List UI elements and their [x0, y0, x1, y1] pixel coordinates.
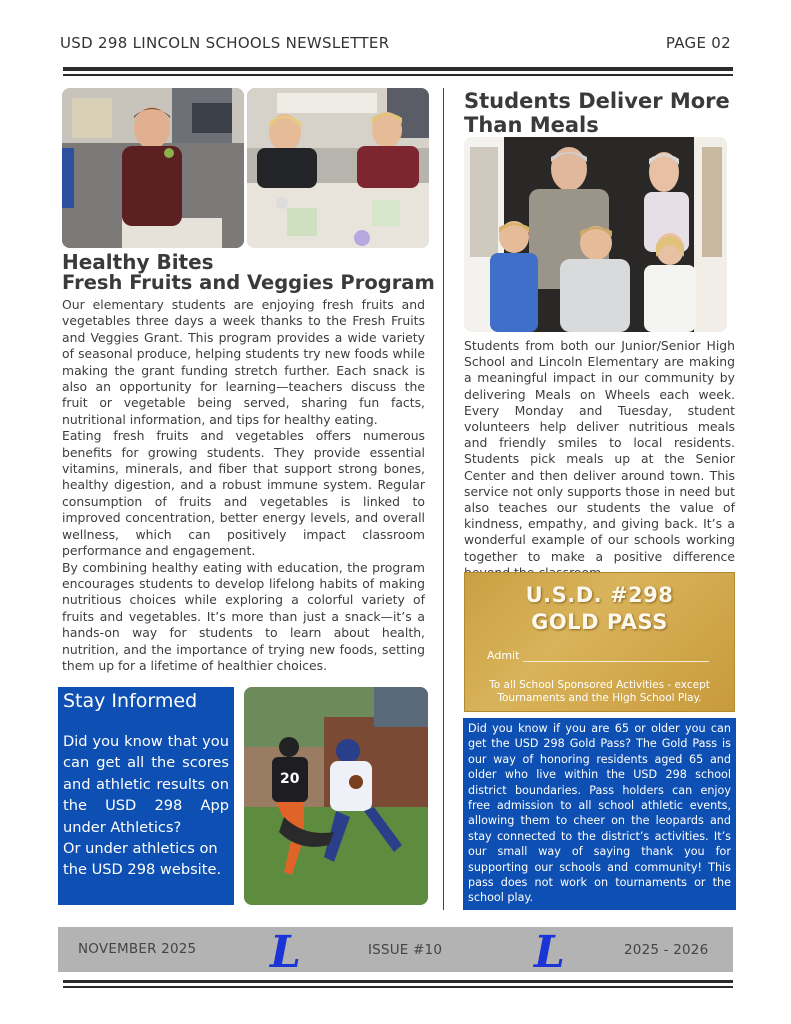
- photo-boy-snack: [62, 88, 244, 248]
- column-divider: [443, 88, 444, 910]
- healthy-paragraph-3: By combining healthy eating with education, the program encourages students to develop lifelong habits of making nutritious choices while exploring a colorful variety of fruits and vegetables. It’s more than just a snack—it’s a hands-on way for students to learn about health, nutrition, and the importance of trying new foods, setting them up for a lifetime of healthier choices.: [62, 559, 425, 673]
- header-rule-thick: [63, 67, 733, 71]
- healthy-article: [62, 297, 425, 674]
- healthy-title: Healthy Bites: [62, 250, 214, 274]
- gold-pass-admit: Admit: [487, 649, 520, 662]
- healthy-subtitle: Fresh Fruits and Veggies Program: [62, 271, 435, 294]
- meals-title-line-2: Than Meals: [464, 113, 599, 137]
- stay-informed-body: [63, 731, 229, 881]
- gold-pass-info-box: Did you know if you are 65 or older you can get the USD 298 Gold Pass? The Gold Pass is our way of honoring residents aged 65 and older who live within the USD 298 school district boundaries. Pass holders can enjoy free admission to all school athletic events, allowing them to cheer on the leopards and stay connected to the district’s activities. It’s our small way of saying thank you for supporting our schools and community! This pass does not work on tournaments or the school play.: [463, 718, 736, 910]
- stay-informed-title: Stay Informed: [63, 690, 198, 712]
- photo-football: [244, 687, 428, 905]
- jersey-number: 20: [280, 771, 300, 787]
- meals-title-line-1: Students Deliver More: [464, 89, 730, 113]
- leopard-logo-icon: [268, 927, 302, 972]
- healthy-paragraph-1: Our elementary students are enjoying fresh fruits and vegetables three days a week thanks to the Fresh Fruits and Veggies Grant. This program provides a wide variety of seasonal produce, helping students try new foods while making the grant funding stretch further. Each snack is also an opportunity for learning—teachers discuss the fruit or vegetable being served, sharing fun facts, nutritional information, and tips for healthy eating.: [62, 297, 425, 427]
- gold-pass-line-1: U.S.D. #298: [525, 583, 674, 607]
- header-rule-thin: [63, 74, 733, 76]
- gold-pass-admit-line: [523, 661, 709, 662]
- logo-letter: L: [270, 927, 301, 972]
- gold-pass-line-2: GOLD PASS: [531, 610, 668, 634]
- meals-article: Students from both our Junior/Senior High School and Lincoln Elementary are making a meaningful impact in our community by delivering Meals on Wheels each week. Every Monday and Tuesday, student volunteers help deliver nutritious meals and friendly smiles to local residents. Students pick meals up at the Senior Center and then deliver around town. This service not only supports those in need but also teaches our students the value of kindness, empathy, and giving back. It’s a wonderful example of our schools working together to make a positive difference: [464, 338, 735, 564]
- logo-letter: L: [534, 927, 565, 972]
- newsletter-title: USD 298 LINCOLN SCHOOLS NEWSLETTER: [60, 34, 390, 52]
- stay-informed-box: [58, 687, 234, 905]
- footer-issue: ISSUE #10: [368, 942, 443, 958]
- footer-bar: [58, 927, 733, 972]
- healthy-paragraph-2: Eating fresh fruits and vegetables offers numerous benefits for growing students. They provide essential vitamins, minerals, and fiber that support strong bones, healthy digestion, and a robust immune system. Regular consumption of fruits and vegetables is linked to improved concentration, better energy levels, and overall wellness, which can positively impact classroom performance and engagement.: [62, 428, 425, 559]
- leopard-logo-icon: [532, 927, 566, 972]
- page-number: PAGE 02: [665, 34, 731, 52]
- stay-informed-text-2: Or under athletics on the USD 298 website.: [63, 840, 222, 879]
- photo-meals-delivery: [464, 137, 727, 332]
- footer-rule-thin: [63, 986, 733, 988]
- gold-pass-note: [465, 679, 734, 705]
- gold-pass-note-1: To all School Sponsored Activities - except: [489, 679, 710, 691]
- photo-kids-eating: [247, 88, 429, 248]
- gold-pass-card: [464, 572, 735, 712]
- footer-date: NOVEMBER 2025: [78, 941, 197, 957]
- gold-pass-note-2: Tournaments and the High School Play.: [497, 692, 702, 704]
- footer-rule-thick: [63, 980, 733, 983]
- stay-informed-text-1: Did you know that you can get all the scores and athletic results on the USD 298 App under Athletics?: [63, 733, 229, 836]
- footer-year: 2025 - 2026: [624, 942, 709, 958]
